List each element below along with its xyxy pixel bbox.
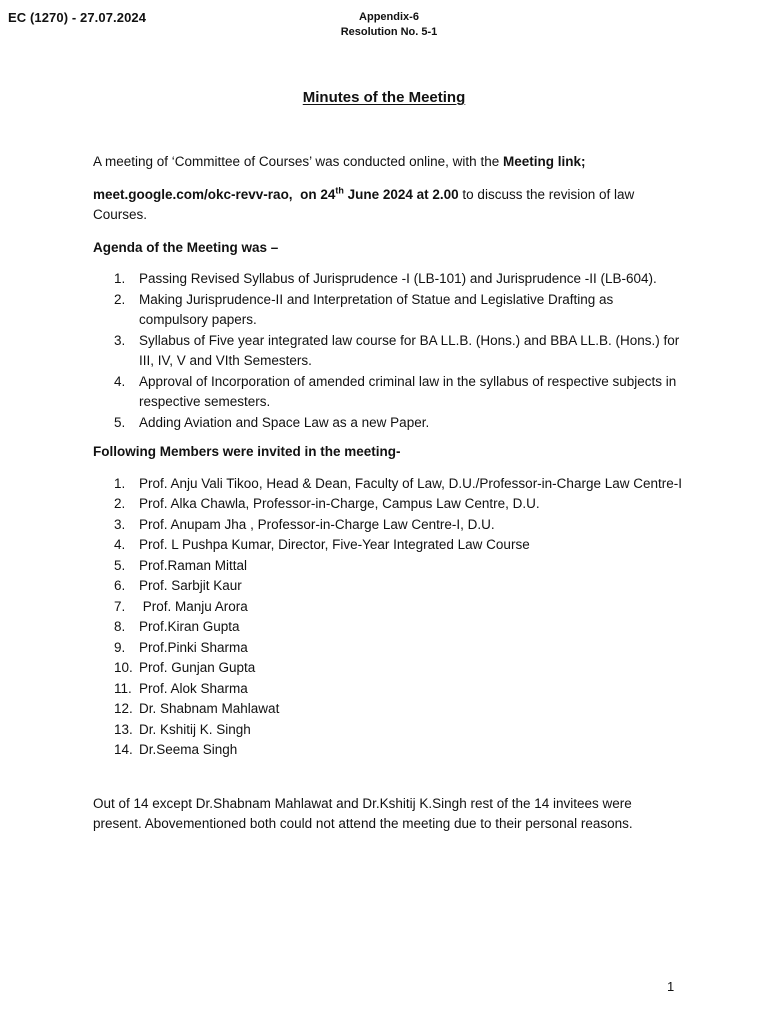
appendix-label: Appendix-6 [359, 11, 419, 23]
member-item [93, 617, 683, 638]
list-number: 10. [114, 660, 133, 675]
list-number: 7. [114, 598, 126, 614]
list-number: 4. [114, 537, 126, 552]
member-name: Dr.Seema Singh [139, 742, 238, 757]
agenda-item-text: Approval of Incorporation of amended criminal law in the syllabus of respective subjects in respective semesters. [139, 373, 677, 409]
agenda-item [93, 331, 683, 372]
intro-paragraph [93, 152, 683, 173]
members-heading: Following Members were invited in the meeting- [93, 444, 401, 459]
agenda-item [93, 290, 683, 331]
meeting-date-suffix: th [335, 185, 344, 195]
agenda-item-text: Making Jurisprudence-II and Interpretation of Statue and Legislative Drafting as compulsory papers. [139, 291, 614, 327]
page-number: 1 [667, 979, 675, 994]
member-name: Prof.Kiran Gupta [139, 619, 240, 634]
resolution-label: Resolution No. 5-1 [340, 26, 438, 38]
member-item [93, 699, 683, 720]
member-item [93, 515, 683, 536]
member-item [93, 720, 683, 741]
closing-paragraph: Out of 14 except Dr.Shabnam Mahlawat and Dr.Kshitij K.Singh rest of the 14 invitees were present. Abovementioned both could not attend the meeting due to their personal reasons. [93, 795, 633, 831]
meeting-date-rest: June 2024 at 2.00 [343, 186, 459, 202]
member-name: Prof. Sarbjit Kaur [139, 578, 242, 593]
appendix-header [300, 10, 478, 40]
meeting-purpose: to discuss the revision of law Courses. [93, 186, 635, 222]
member-name: Prof. Alka Chawla, Professor-in-Charge, Campus Law Centre, D.U. [139, 496, 540, 511]
member-name: Dr. Shabnam Mahlawat [139, 701, 280, 716]
agenda-heading: Agenda of the Meeting was – [93, 239, 279, 255]
list-number: 3. [114, 332, 126, 348]
agenda-item [93, 413, 683, 434]
member-item [93, 556, 683, 577]
meeting-link: meet.google.com/okc-revv-rao, [93, 186, 293, 202]
page-title: Minutes of the Meeting [302, 89, 466, 106]
member-name: Prof. Anju Vali Tikoo, Head & Dean, Faculty of Law, D.U./Professor-in-Charge Law Centre-I [139, 475, 682, 491]
member-item [93, 679, 683, 700]
document-reference: EC (1270) - 27.07.2024 [8, 10, 147, 25]
member-name: Dr. Kshitij K. Singh [139, 721, 251, 737]
agenda-item [93, 269, 683, 290]
agenda-item-text: Adding Aviation and Space Law as a new Paper. [139, 414, 430, 430]
member-item [93, 535, 683, 556]
member-item [93, 474, 683, 495]
member-item [93, 576, 683, 597]
list-number: 2. [114, 496, 126, 511]
meeting-details-paragraph [93, 185, 683, 226]
list-number: 1. [114, 271, 126, 286]
agenda-item-text: Syllabus of Five year integrated law course for BA LL.B. (Hons.) and BBA LL.B. (Hons.) for III, IV, V and VIth Semesters. [139, 332, 680, 368]
list-number: 12. [114, 701, 133, 716]
list-number: 13. [114, 721, 133, 737]
member-item [93, 597, 683, 618]
list-number: 8. [114, 619, 126, 634]
member-name: Prof. Alok Sharma [139, 680, 248, 696]
list-number: 14. [114, 742, 133, 757]
list-number: 1. [114, 475, 126, 491]
member-item [93, 740, 683, 761]
member-item [93, 638, 683, 659]
meeting-link-label: Meeting link; [502, 154, 586, 169]
agenda-list [93, 269, 683, 433]
member-name: Prof. Gunjan Gupta [139, 660, 256, 675]
list-number: 3. [114, 516, 126, 532]
member-name: Prof.Raman Mittal [139, 557, 248, 573]
member-name: Prof.Pinki Sharma [139, 639, 248, 655]
list-number: 6. [114, 578, 126, 593]
list-number: 5. [114, 557, 126, 573]
document-body [93, 152, 683, 835]
agenda-item-text: Passing Revised Syllabus of Jurisprudence -I (LB-101) and Jurisprudence -II (LB-604). [139, 271, 657, 286]
list-number: 2. [114, 291, 126, 307]
member-item [93, 494, 683, 515]
agenda-item [93, 372, 683, 413]
list-number: 9. [114, 639, 126, 655]
member-name: Prof. Manju Arora [139, 598, 248, 614]
list-number: 5. [114, 414, 126, 430]
intro-text: A meeting of ‘Committee of Courses’ was conducted online, with the [93, 154, 503, 169]
member-name: Prof. Anupam Jha , Professor-in-Charge Law Centre-I, D.U. [139, 516, 495, 532]
list-number: 4. [114, 373, 126, 389]
member-name: Prof. L Pushpa Kumar, Director, Five-Year Integrated Law Course [139, 537, 530, 552]
list-number: 11. [114, 680, 132, 696]
meeting-date-prefix: on 24 [300, 186, 336, 202]
members-list [93, 474, 683, 761]
member-item [93, 658, 683, 679]
